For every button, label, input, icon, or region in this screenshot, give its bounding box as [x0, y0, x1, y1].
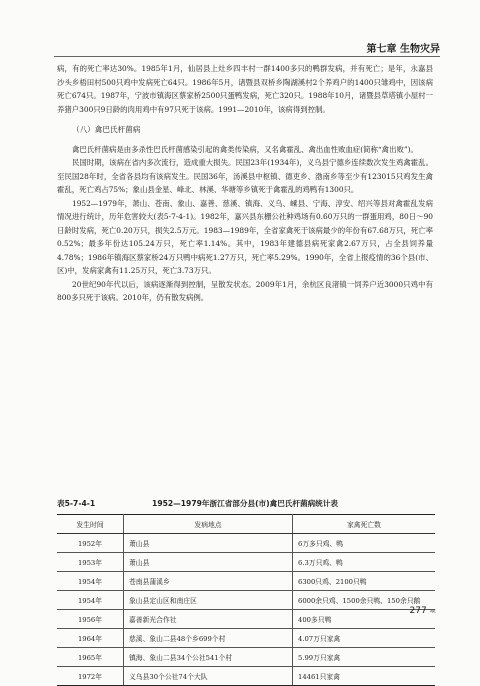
- table-cell: 1954年: [57, 591, 124, 610]
- paragraph: 1952—1979年，萧山、苍南、象山、嘉善、慈溪、镇海、义乌、嵊县、宁海、淳安、绍兴等县对禽霍乱发病情况进行统计，历年危害较大(表5-7-4-1)。1982年，嘉兴县东栅公社种鸡场有0.60万只的一群蛋用鸡，80日～90日龄时发病，死亡0.20万只，损失2.5万元。1983—1989年，全省家禽死于该病最少的年份有67.68万只，死亡率0.52%；最多年份达105.24万只，死亡率1.14%。其中，1983年建德县病死家禽2.67万只，占全县饲养量4.78%；1986年镇海区蔡家桥24万只鸭中病死1.27万只，死亡率5.29%。1990年，全省上报疫情的36个县(市、区)中，发病家禽有11.25万只，死亡3.73万只。: [57, 198, 433, 275]
- table-cell: 萧山县: [124, 553, 293, 572]
- table-cell: 1952年: [57, 534, 124, 553]
- table-number: 表5-7-4-1: [57, 499, 96, 508]
- table-row: [57, 572, 435, 591]
- body-text: [57, 62, 433, 305]
- table-cell: 慈溪、象山二县48个乡699个村: [124, 629, 293, 648]
- column-header: 家禽死亡数: [293, 515, 436, 534]
- table-row: [57, 591, 435, 610]
- header-rule: [54, 56, 440, 57]
- table-cell: 1954年: [57, 572, 124, 591]
- table-cell: 6万多只鸡、鸭: [293, 534, 436, 553]
- table-cell: 6300只鸡、2100只鸭: [293, 572, 436, 591]
- paragraph: 病，有的死亡率达30%。1985年1月，仙居县上灶乡四丰村一群1400多只的鸭群发病，并有死亡；是年，永嘉县沙头乡梧田村500只鸡中发病死亡64只。1986年5月，诸暨县双桥乡陶湖溪村2个养鸡户的1400只雏鸡中，因该病死亡674只。1987年，宁波市镇海区蔡家桥2500只蛋鸭发病，死亡320只。1988年10月，诸暨县草塔镇小屋村一养猪户300只9日龄的肉用鸡中有97只死于该病。1991—2010年，该病得到控制。: [57, 64, 433, 114]
- table-cell: 1972年: [57, 667, 124, 686]
- table-cell: 义乌县30个公社74个大队: [124, 667, 293, 686]
- table-cell: 1956年: [57, 610, 124, 629]
- table-cell: 6000余只鸡、1500余只鸭、150余只鹅: [293, 591, 436, 610]
- table-cell: 1953年: [57, 553, 124, 572]
- paragraph: 民国时期，该病在省内多次流行，造成重大损失。民国23年(1934年)，义乌县宁德乡连续数次发生鸡禽霍乱。至民国28年时，全省各县均有该病发生。民国36年，汤溪县中枢镇、德吏乡、渤南乡等至少有123015只鸡发生禽霍乱，死亡鸡占75%；象山县金星、峰北、林溪、华塘等乡镇死于禽霍乱的鸡鸭有1300只。: [57, 158, 433, 194]
- statistics-table: [57, 514, 435, 686]
- table-cell: 1965年: [57, 648, 124, 667]
- column-header: 发生时间: [57, 515, 124, 534]
- table-row: [57, 534, 435, 553]
- table-row: [57, 648, 435, 667]
- table-cell: 1964年: [57, 629, 124, 648]
- table-cell: 象山县定山区和南庄区: [124, 591, 293, 610]
- table-cell: 镇海、象山二县34个公社541个村: [124, 648, 293, 667]
- table-cell: 400多只鸭: [293, 610, 436, 629]
- page-number: [410, 606, 436, 616]
- table-cell: 苍南县蒲溪乡: [124, 572, 293, 591]
- section-heading: （八）禽巴氏杆菌病: [72, 125, 141, 134]
- table-cell: 4.07万只家禽: [293, 629, 436, 648]
- paragraph: 禽巴氏杆菌病是由多杀性巴氏杆菌感染引起的禽类传染病，又名禽霍乱、禽出血性败血症(简称“禽出败”)。: [72, 144, 418, 154]
- table-cell: 5.99万只家禽: [293, 648, 436, 667]
- table-row: [57, 629, 435, 648]
- column-header: 发病地点: [124, 515, 293, 534]
- paragraph: 20世纪90年代以后，该病逐渐得到控制，呈散发状态。2009年1月，余杭区良渚镇一饲养户近3000只鸡中有800多只死于该病。2010年，仍有散发病例。: [57, 279, 433, 302]
- table-row: [57, 667, 435, 686]
- table-cell: 嘉善新光合作社: [124, 610, 293, 629]
- chapter-header: 第七章 生物灾异: [366, 44, 440, 55]
- table-row: [57, 553, 435, 572]
- table-cell: 萧山县: [124, 534, 293, 553]
- page-number-text: 277: [409, 606, 427, 616]
- table-header-row: [57, 515, 435, 534]
- table-cell: 14461只家禽: [293, 667, 436, 686]
- table-cell: 6.3万只鸡、鸭: [293, 553, 436, 572]
- page-marker: ≪: [429, 608, 436, 615]
- table-title: 1952—1979年浙江省部分县(市)禽巴氏杆菌病统计表: [152, 499, 338, 508]
- table-row: [57, 610, 435, 629]
